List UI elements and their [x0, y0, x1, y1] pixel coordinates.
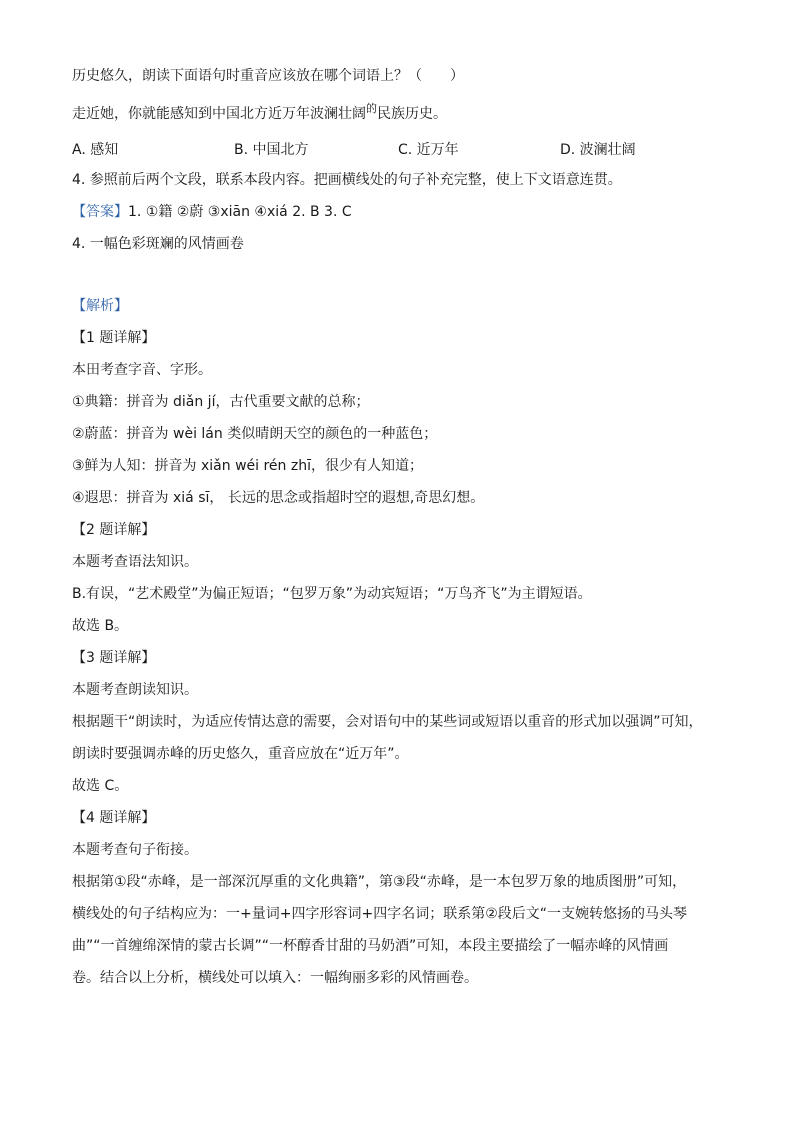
- analysis-line: 【4 题详解】: [72, 810, 156, 826]
- answer-line: [72, 202, 352, 222]
- question-stem: 历史悠久，朗读下面语句时重音应该放在哪个词语上？（ ）: [72, 68, 464, 84]
- answer-text: 1. ①籍 ②蔚 ③xiān ④xiá 2. B 3. C: [128, 204, 352, 220]
- analysis-line: ②蔚蓝：拼音为 wèi lán 类似晴朗天空的颜色的一种蓝色；: [72, 426, 438, 442]
- sentence-superscript: 的: [366, 102, 377, 115]
- analysis-line: ①典籍：拼音为 diǎn jí，古代重要文献的总称；: [72, 394, 370, 410]
- analysis-line: 故选 B。: [72, 618, 129, 634]
- answer-label: 【答案】: [72, 204, 128, 220]
- analysis-line: B.有误，“艺术殿堂”为偏正短语；“包罗万象”为动宾短语；“万鸟齐飞”为主谓短语。: [72, 586, 592, 602]
- analysis-line: 卷。结合以上分析，横线处可以填入：一幅绚丽多彩的风情画卷。: [72, 970, 478, 986]
- sentence-tail: 民族历史。: [377, 106, 447, 122]
- answer-q4: 4. 一幅色彩斑斓的风情画卷: [72, 236, 244, 252]
- analysis-line: 朗读时要强调赤峰的历史悠久，重音应放在“近万年”。: [72, 746, 409, 762]
- analysis-line: ④遐思：拼音为 xiá sī， 长远的思念或指超时空的遐想,奇思幻想。: [72, 490, 485, 506]
- question-4: 4. 参照前后两个文段，联系本段内容。把画横线处的句子补充完整，使上下文语意连贯。: [72, 172, 622, 188]
- analysis-line: 根据第①段“赤峰，是一部深沉厚重的文化典籍”，第③段“赤峰，是一本包罗万象的地质图册”可知，: [72, 874, 687, 890]
- analysis-line: ③鲜为人知：拼音为 xiǎn wéi rén zhī，很少有人知道；: [72, 458, 423, 474]
- sentence-main: 走近她，你就能感知到中国北方近万年波澜壮阔: [72, 106, 366, 122]
- analysis-line: 曲”“一首缠绵深情的蒙古长调”“一杯醇香甘甜的马奶酒”可知，本段主要描绘了一幅赤峰的风情画: [72, 938, 669, 954]
- analysis-line: 【2 题详解】: [72, 522, 156, 538]
- analysis-line: 本题考查句子衔接。: [72, 842, 198, 858]
- analysis-line: 本题考查朗读知识。: [72, 682, 198, 698]
- analysis-line: 【1 题详解】: [72, 330, 156, 346]
- analysis-line: 根据题干“朗读时，为适应传情达意的需要，会对语句中的某些词或短语以重音的形式加以强调”可知，: [72, 714, 703, 730]
- analysis-line: 横线处的句子结构应为：一+量词+四字形容词+四字名词；联系第②段后文“一支婉转悠扬的马头琴: [72, 906, 687, 922]
- option-b: B. 中国北方: [234, 142, 309, 158]
- analysis-line: 本题考查语法知识。: [72, 554, 198, 570]
- analysis-line: 故选 C。: [72, 778, 129, 794]
- option-c: C. 近万年: [398, 142, 459, 158]
- analysis-label: 【解析】: [72, 298, 128, 314]
- option-a: A. 感知: [72, 142, 119, 158]
- analysis-line: 【3 题详解】: [72, 650, 156, 666]
- option-d: D. 波澜壮阔: [560, 142, 636, 158]
- question-sentence: [72, 104, 447, 125]
- analysis-line: 本田考查字音、字形。: [72, 362, 212, 378]
